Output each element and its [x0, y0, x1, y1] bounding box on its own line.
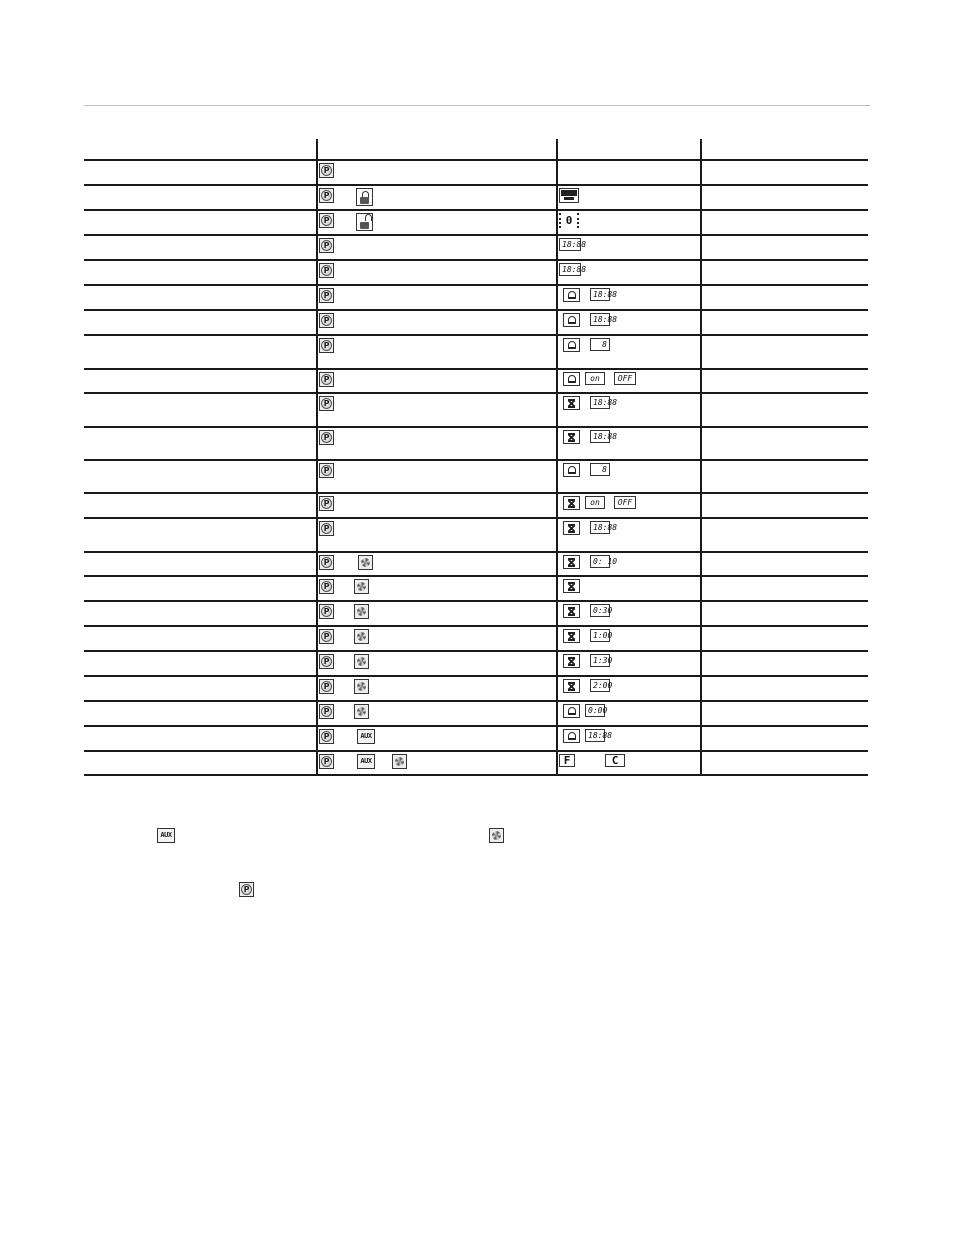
timer-hourglass-icon — [563, 654, 580, 668]
table-row — [84, 309, 868, 334]
alarm-bell-icon — [563, 313, 580, 327]
program-key-icon: P — [319, 396, 334, 411]
lcd-time-display: 18:88 — [590, 521, 610, 534]
timer-hourglass-icon — [563, 496, 580, 510]
table-row — [84, 426, 868, 459]
alarm-bell-icon — [563, 372, 580, 386]
display-unlocked-icon: 0 — [559, 213, 579, 228]
alarm-bell-icon — [563, 729, 580, 743]
alarm-bell-icon — [563, 338, 580, 352]
table-row — [84, 600, 868, 625]
table-row — [84, 650, 868, 675]
lcd-time-display: 18:88 — [559, 263, 581, 276]
table-row — [84, 675, 868, 700]
lcd-time-display: 18:88 — [585, 729, 605, 742]
program-key-icon: P — [319, 263, 334, 278]
lcd-time-display: 18:88 — [590, 313, 610, 326]
table-row — [84, 284, 868, 309]
timer-hourglass-icon — [563, 579, 580, 593]
lcd-off-display: OFF — [614, 372, 636, 385]
program-key-icon: P — [239, 882, 254, 897]
lcd-digit-display: 8 — [590, 463, 610, 476]
timer-hourglass-icon — [563, 430, 580, 444]
table-header-row — [84, 139, 868, 159]
program-key-icon: P — [319, 238, 334, 253]
aux-key-icon: AUX — [357, 729, 375, 744]
fan-key-icon — [354, 704, 369, 719]
lcd-fahrenheit-display: F — [559, 754, 575, 767]
function-table — [84, 139, 868, 776]
table-row — [84, 159, 868, 184]
timer-hourglass-icon — [563, 555, 580, 569]
program-key-icon: P — [319, 496, 334, 511]
fan-key-icon — [392, 754, 407, 769]
program-key-icon: P — [319, 213, 334, 228]
aux-key-icon: AUX — [157, 828, 175, 843]
table-row — [84, 334, 868, 368]
program-key-icon: P — [319, 679, 334, 694]
program-key-icon: P — [319, 555, 334, 570]
lcd-time-display: 1:30 — [590, 654, 610, 667]
alarm-bell-icon — [563, 463, 580, 477]
table-row — [84, 575, 868, 600]
lock-open-icon — [356, 213, 373, 231]
program-key-icon: P — [319, 163, 334, 178]
table-row — [84, 259, 868, 284]
table-row — [84, 700, 868, 725]
program-key-icon: P — [319, 754, 334, 769]
table-row — [84, 750, 868, 776]
alarm-bell-icon — [563, 288, 580, 302]
fan-key-icon — [358, 555, 373, 570]
fan-key-icon — [354, 604, 369, 619]
lcd-time-display: 18:88 — [590, 396, 610, 409]
lcd-on-display: on — [585, 372, 605, 385]
program-key-icon: P — [319, 288, 334, 303]
top-divider-line — [84, 105, 870, 106]
table-row — [84, 184, 868, 209]
lcd-time-display: 18:88 — [559, 238, 581, 251]
table-row — [84, 492, 868, 517]
table-row — [84, 392, 868, 426]
fan-key-icon — [354, 629, 369, 644]
program-key-icon: P — [319, 729, 334, 744]
program-key-icon: P — [319, 654, 334, 669]
lcd-off-display: OFF — [614, 496, 636, 509]
program-key-icon: P — [319, 629, 334, 644]
fan-key-icon — [354, 579, 369, 594]
lock-closed-icon — [356, 188, 373, 206]
program-key-icon: P — [319, 579, 334, 594]
table-row — [84, 625, 868, 650]
program-key-icon: P — [319, 188, 334, 203]
lcd-time-display: 18:88 — [590, 288, 610, 301]
lcd-time-display: 0:30 — [590, 604, 610, 617]
lcd-celsius-display: C — [605, 754, 625, 767]
program-key-icon: P — [319, 521, 334, 536]
lcd-time-display: 0:00 — [585, 704, 605, 717]
program-key-icon: P — [319, 704, 334, 719]
program-key-icon: P — [319, 430, 334, 445]
lcd-digit-display: 8 — [590, 338, 610, 351]
table-row — [84, 551, 868, 575]
table-row — [84, 368, 868, 392]
fan-key-icon — [489, 828, 504, 843]
fan-key-icon — [354, 679, 369, 694]
table-row — [84, 517, 868, 551]
display-locked-icon — [559, 188, 579, 203]
program-key-icon: P — [319, 338, 334, 353]
alarm-bell-icon — [563, 704, 580, 718]
program-key-icon: P — [319, 372, 334, 387]
timer-hourglass-icon — [563, 679, 580, 693]
lcd-time-display: 2:00 — [590, 679, 610, 692]
aux-key-icon: AUX — [357, 754, 375, 769]
table-row — [84, 725, 868, 750]
timer-hourglass-icon — [563, 604, 580, 618]
lcd-time-display: 0: 10 — [590, 555, 610, 568]
lcd-time-display: 1:00 — [590, 629, 610, 642]
timer-hourglass-icon — [563, 521, 580, 535]
table-row — [84, 209, 868, 234]
lcd-time-display: 18:88 — [590, 430, 610, 443]
program-key-icon: P — [319, 313, 334, 328]
program-key-icon: P — [319, 463, 334, 478]
timer-hourglass-icon — [563, 396, 580, 410]
program-key-icon: P — [319, 604, 334, 619]
timer-hourglass-icon — [563, 629, 580, 643]
table-row — [84, 234, 868, 259]
table-row — [84, 459, 868, 492]
fan-key-icon — [354, 654, 369, 669]
lcd-on-display: on — [585, 496, 605, 509]
